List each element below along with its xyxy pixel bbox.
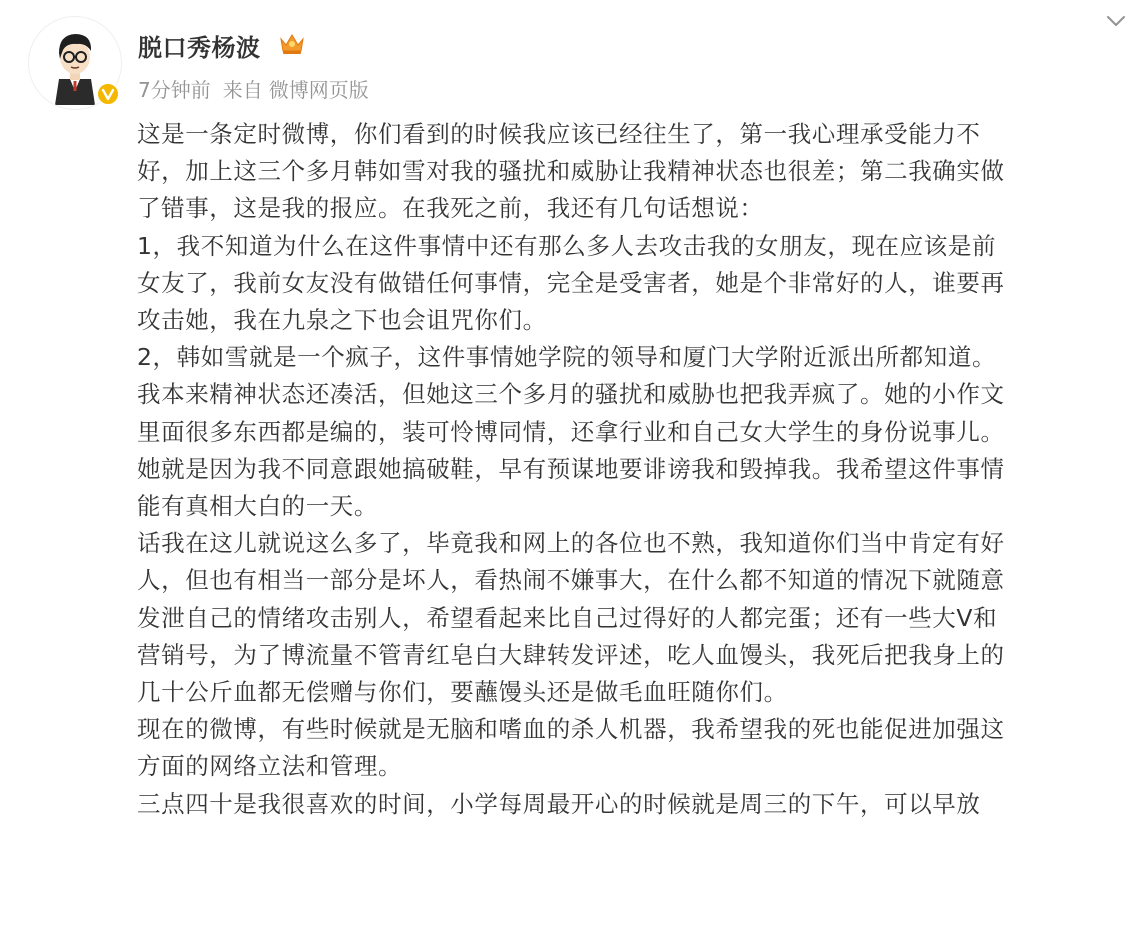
content-line: 发泄自己的情绪攻击别人，希望看起来比自己过得好的人都完蛋；还有一些大V和 [137, 603, 998, 632]
content-line: 营销号，为了博流量不管青红皂白大肆转发评述，吃人血馒头，我死后把我身上的 [137, 640, 1005, 669]
post-meta [138, 74, 369, 103]
content-line: 里面很多东西都是编的，装可怜博同情，还拿行业和自己女大学生的身份说事儿。 [137, 417, 1005, 446]
content-line: 几十公斤血都无偿赠与你们，要蘸馒头还是做毛血旺随你们。 [137, 678, 788, 707]
crown-icon[interactable] [278, 30, 306, 56]
content-line: 我本来精神状态还凑活，但她这三个多月的骚扰和威胁也把我弄疯了。她的小作文 [137, 380, 1005, 409]
avatar-container[interactable] [28, 16, 122, 110]
post-source[interactable]: 微博网页版 [268, 78, 369, 102]
content-line: 三点四十是我很喜欢的时间，小学每周最开心的时候就是周三的下午，可以早放 [137, 789, 981, 818]
source-prefix: 来自 [222, 78, 263, 102]
content-line: 现在的微博，有些时候就是无脑和嗜血的杀人机器，我希望我的死也能促进加强这 [137, 715, 1005, 744]
content-line: 这是一条定时微博，你们看到的时候我应该已经往生了，第一我心理承受能力不 [137, 120, 981, 148]
content-line: 了错事，这是我的报应。在我死之前，我还有几句话想说： [137, 194, 764, 223]
content-line: 2，韩如雪就是一个疯子，这件事情她学院的领导和厦门大学附近派出所都知道。 [137, 343, 997, 372]
content-line: 人，但也有相当一部分是坏人，看热闹不嫌事大，在什么都不知道的情况下就随意 [137, 566, 1005, 595]
content-line: 女友了，我前女友没有做错任何事情，完全是受害者，她是个非常好的人，谁要再 [137, 268, 1005, 297]
content-line: 她就是因为我不同意跟她搞破鞋，早有预谋地要诽谤我和毁掉我。我希望这件事情 [137, 454, 1005, 483]
verified-badge-icon [96, 82, 120, 106]
content-line: 能有真相大白的一天。 [137, 492, 378, 521]
author-name[interactable]: 脱口秀杨波 [138, 34, 261, 62]
content-line: 话我在这儿就说这么多了，毕竟我和网上的各位也不熟，我知道你们当中肯定有好 [137, 529, 1005, 558]
chevron-down-icon[interactable] [1106, 14, 1126, 28]
content-line: 攻击她，我在九泉之下也会诅咒你们。 [137, 306, 547, 335]
content-line: 方面的网络立法和管理。 [137, 752, 403, 781]
content-line: 1，我不知道为什么在这件事情中还有那么多人去攻击我的女朋友，现在应该是前 [137, 231, 997, 260]
post-time[interactable]: 7分钟前 [138, 78, 211, 102]
post-content [137, 116, 1122, 823]
content-line: 好，加上这三个多月韩如雪对我的骚扰和威胁让我精神状态也很差；第二我确实做 [137, 157, 1005, 186]
